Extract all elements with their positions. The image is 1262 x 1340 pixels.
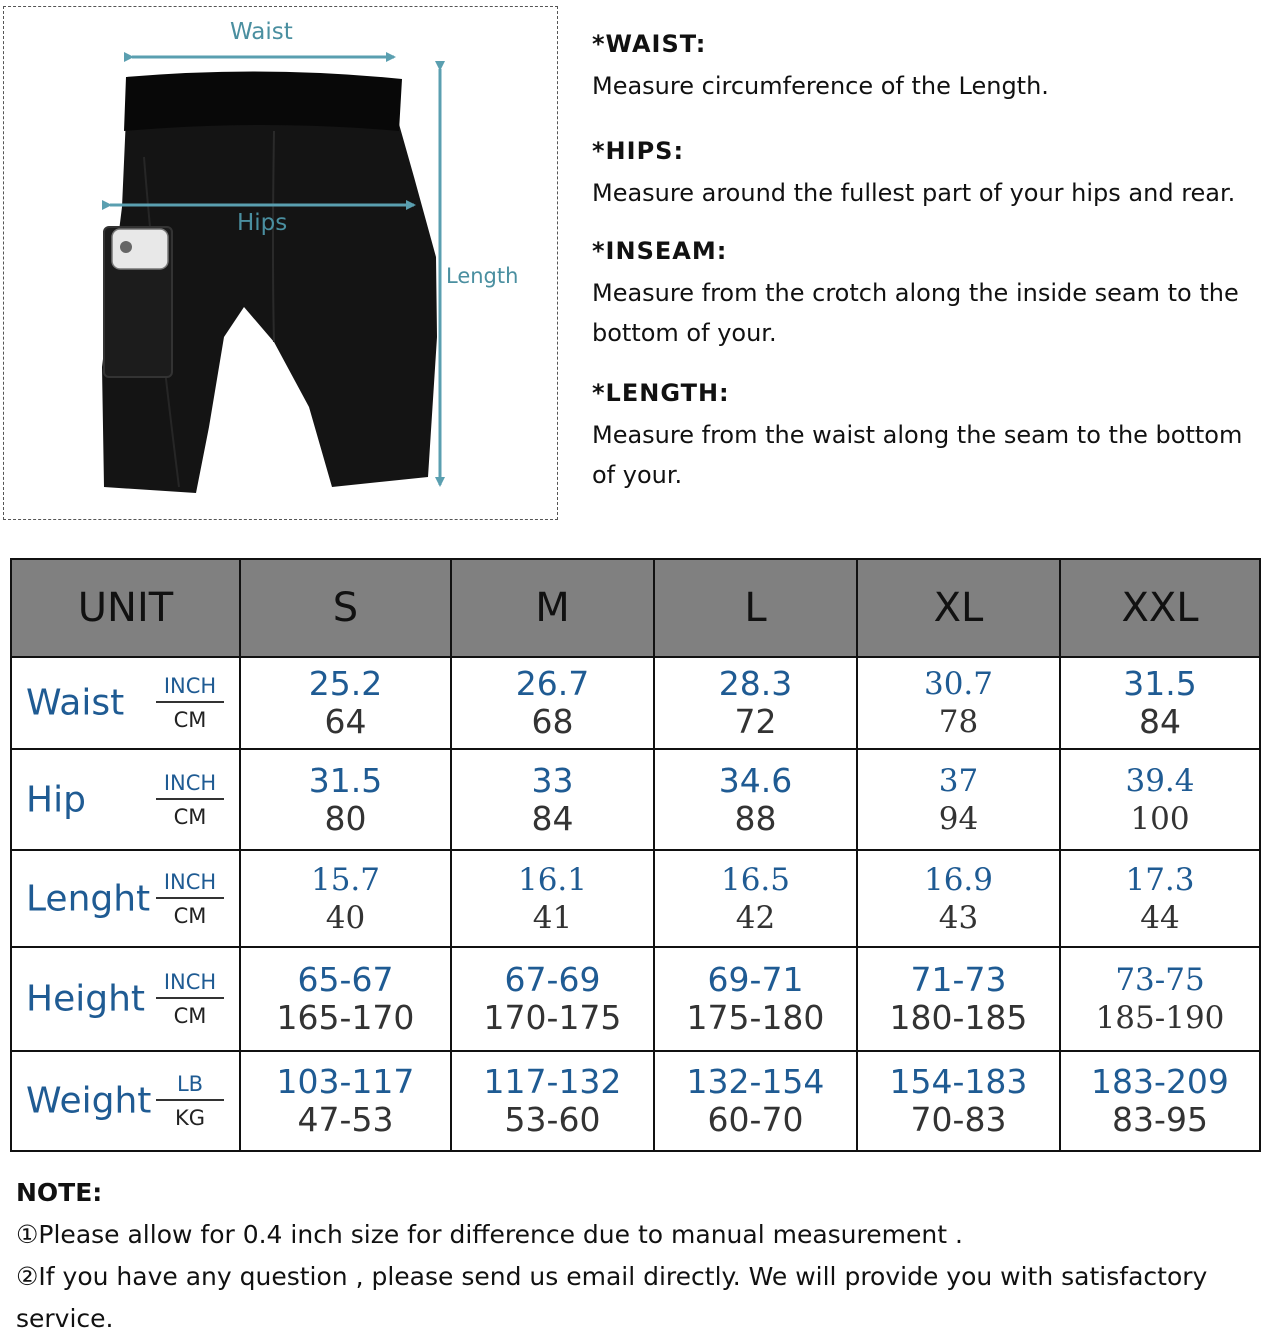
length-dimension-label: Length bbox=[446, 264, 519, 288]
row-label bbox=[11, 749, 240, 850]
table-cell bbox=[240, 657, 451, 749]
table-cell bbox=[240, 947, 451, 1051]
row-name: Lenght bbox=[26, 878, 151, 919]
unit-secondary: CM bbox=[173, 903, 207, 928]
table-cell bbox=[451, 749, 654, 850]
unit-secondary: CM bbox=[173, 708, 207, 732]
table-row-waist bbox=[11, 657, 1260, 749]
cell-secondary: 78 bbox=[938, 704, 979, 740]
cell-primary: 33 bbox=[531, 760, 574, 800]
definition-title: *HIPS: bbox=[592, 137, 685, 165]
cell-primary: 30.7 bbox=[923, 666, 994, 702]
cell-primary: 25.2 bbox=[308, 664, 383, 703]
unit-secondary: CM bbox=[173, 804, 207, 829]
definition-title: *LENGTH: bbox=[592, 379, 730, 407]
size-chart-table bbox=[10, 558, 1261, 1152]
cell-secondary: 83-95 bbox=[1112, 1100, 1208, 1139]
cell-primary: 71-73 bbox=[910, 960, 1007, 999]
table-cell bbox=[451, 947, 654, 1051]
row-name: Height bbox=[26, 978, 146, 1020]
table-cell bbox=[654, 1051, 857, 1151]
table-cell bbox=[1060, 1051, 1260, 1151]
cell-primary: 16.5 bbox=[720, 861, 791, 898]
unit-primary: INCH bbox=[156, 674, 224, 703]
definition-title: *INSEAM: bbox=[592, 237, 728, 265]
cell-primary: 67-69 bbox=[504, 960, 601, 999]
row-label bbox=[11, 947, 240, 1051]
table-cell bbox=[857, 850, 1060, 947]
cell-secondary: 41 bbox=[532, 899, 573, 936]
cell-primary: 28.3 bbox=[718, 664, 793, 703]
header-size-xxl: XXL bbox=[1060, 559, 1260, 657]
table-cell bbox=[857, 947, 1060, 1051]
row-name: Hip bbox=[26, 779, 86, 820]
cell-primary: 183-209 bbox=[1091, 1062, 1229, 1101]
cell-primary: 117-132 bbox=[483, 1062, 622, 1101]
table-cell bbox=[240, 1051, 451, 1151]
table-cell bbox=[654, 749, 857, 850]
cell-secondary: 165-170 bbox=[276, 998, 415, 1037]
cell-primary: 37 bbox=[938, 762, 979, 799]
cell-secondary: 44 bbox=[1140, 899, 1180, 936]
definition-hips bbox=[592, 137, 1235, 213]
table-cell bbox=[1060, 947, 1260, 1051]
unit-primary: INCH bbox=[156, 970, 224, 999]
shorts-waistband bbox=[124, 71, 402, 131]
cell-secondary: 88 bbox=[734, 798, 777, 838]
cell-primary: 26.7 bbox=[515, 664, 590, 703]
unit-primary: INCH bbox=[156, 870, 224, 899]
definition-text: Measure around the fullest part of your hips and rear. bbox=[592, 179, 1236, 207]
cell-secondary: 80 bbox=[324, 798, 367, 838]
definition-waist bbox=[592, 30, 1049, 106]
cell-secondary: 47-53 bbox=[297, 1100, 394, 1139]
unit-pair bbox=[156, 970, 224, 1028]
cell-secondary: 64 bbox=[324, 702, 367, 741]
cell-secondary: 40 bbox=[325, 899, 366, 936]
cell-primary: 73-75 bbox=[1115, 962, 1205, 998]
row-label bbox=[11, 1051, 240, 1151]
table-cell bbox=[451, 850, 654, 947]
table-row-weight bbox=[11, 1051, 1260, 1151]
table-row-hip bbox=[11, 749, 1260, 850]
cell-secondary: 42 bbox=[735, 899, 776, 936]
table-cell bbox=[654, 850, 857, 947]
cell-secondary: 94 bbox=[938, 800, 979, 837]
row-name: Waist bbox=[26, 682, 125, 724]
table-cell bbox=[1060, 850, 1260, 947]
unit-primary: LB bbox=[156, 1072, 224, 1101]
unit-pair bbox=[156, 1072, 224, 1130]
cell-secondary: 180-185 bbox=[889, 998, 1028, 1037]
definition-text: Measure from the waist along the seam to the bottom of your. bbox=[592, 421, 1243, 489]
hips-dimension-label: Hips bbox=[237, 210, 288, 236]
measurement-diagram bbox=[3, 6, 558, 520]
table-row-length bbox=[11, 850, 1260, 947]
definition-text: Measure circumference of the Length. bbox=[592, 72, 1049, 100]
cell-secondary: 100 bbox=[1130, 800, 1190, 837]
cell-primary: 154-183 bbox=[889, 1062, 1028, 1101]
unit-pair bbox=[156, 771, 224, 829]
table-cell bbox=[857, 749, 1060, 850]
table-cell bbox=[240, 850, 451, 947]
note-title: NOTE: bbox=[16, 1178, 103, 1207]
unit-secondary: CM bbox=[173, 1004, 207, 1028]
cell-secondary: 72 bbox=[734, 702, 777, 741]
note-line-2: ②If you have any question , please send us email directly. We will provide you with satisfactory service. bbox=[16, 1262, 1208, 1333]
definition-text: Measure from the crotch along the inside seam to the bottom of your. bbox=[592, 279, 1239, 347]
cell-secondary: 53-60 bbox=[504, 1100, 601, 1139]
table-cell bbox=[240, 749, 451, 850]
table-cell bbox=[451, 657, 654, 749]
row-name: Weight bbox=[26, 1080, 152, 1122]
cell-secondary: 185-190 bbox=[1095, 1000, 1225, 1036]
header-size-m: M bbox=[451, 559, 654, 657]
cell-primary: 31.5 bbox=[1123, 664, 1197, 703]
table-cell bbox=[1060, 657, 1260, 749]
cell-primary: 16.1 bbox=[517, 861, 588, 898]
cell-primary: 39.4 bbox=[1125, 762, 1195, 799]
table-cell bbox=[654, 657, 857, 749]
cell-secondary: 60-70 bbox=[707, 1100, 804, 1139]
cell-secondary: 170-175 bbox=[483, 998, 622, 1037]
cell-secondary: 175-180 bbox=[686, 998, 825, 1037]
note-line-1: ①Please allow for 0.4 inch size for difference due to manual measurement . bbox=[16, 1220, 963, 1249]
cell-primary: 15.7 bbox=[310, 861, 381, 898]
unit-primary: INCH bbox=[156, 771, 224, 800]
waist-dimension-label: Waist bbox=[230, 19, 293, 45]
cell-primary: 65-67 bbox=[297, 960, 394, 999]
cell-secondary: 84 bbox=[1139, 702, 1181, 741]
header-size-l: L bbox=[654, 559, 857, 657]
table-row-height bbox=[11, 947, 1260, 1051]
table-cell bbox=[857, 1051, 1060, 1151]
cell-primary: 17.3 bbox=[1125, 861, 1195, 898]
unit-secondary: KG bbox=[174, 1106, 206, 1130]
cell-primary: 16.9 bbox=[923, 861, 994, 898]
definition-title: *WAIST: bbox=[592, 30, 707, 58]
cell-primary: 31.5 bbox=[308, 760, 383, 800]
cell-secondary: 43 bbox=[938, 899, 979, 936]
cell-primary: 103-117 bbox=[276, 1062, 415, 1101]
table-cell bbox=[654, 947, 857, 1051]
cell-secondary: 70-83 bbox=[910, 1100, 1007, 1139]
table-cell bbox=[1060, 749, 1260, 850]
row-label bbox=[11, 850, 240, 947]
definition-inseam bbox=[592, 237, 1262, 353]
definition-length bbox=[592, 379, 1262, 495]
header-size-s: S bbox=[240, 559, 451, 657]
unit-pair bbox=[156, 674, 224, 732]
note-section bbox=[16, 1172, 1256, 1340]
row-label bbox=[11, 657, 240, 749]
cell-secondary: 68 bbox=[531, 702, 574, 741]
table-cell bbox=[857, 657, 1060, 749]
table-cell bbox=[451, 1051, 654, 1151]
cell-primary: 34.6 bbox=[718, 760, 793, 800]
cell-secondary: 84 bbox=[531, 798, 574, 838]
table-header-row bbox=[11, 559, 1260, 657]
cell-primary: 132-154 bbox=[686, 1062, 825, 1101]
unit-pair bbox=[156, 870, 224, 928]
cell-primary: 69-71 bbox=[707, 960, 804, 999]
header-size-xl: XL bbox=[857, 559, 1060, 657]
header-unit: UNIT bbox=[11, 559, 240, 657]
